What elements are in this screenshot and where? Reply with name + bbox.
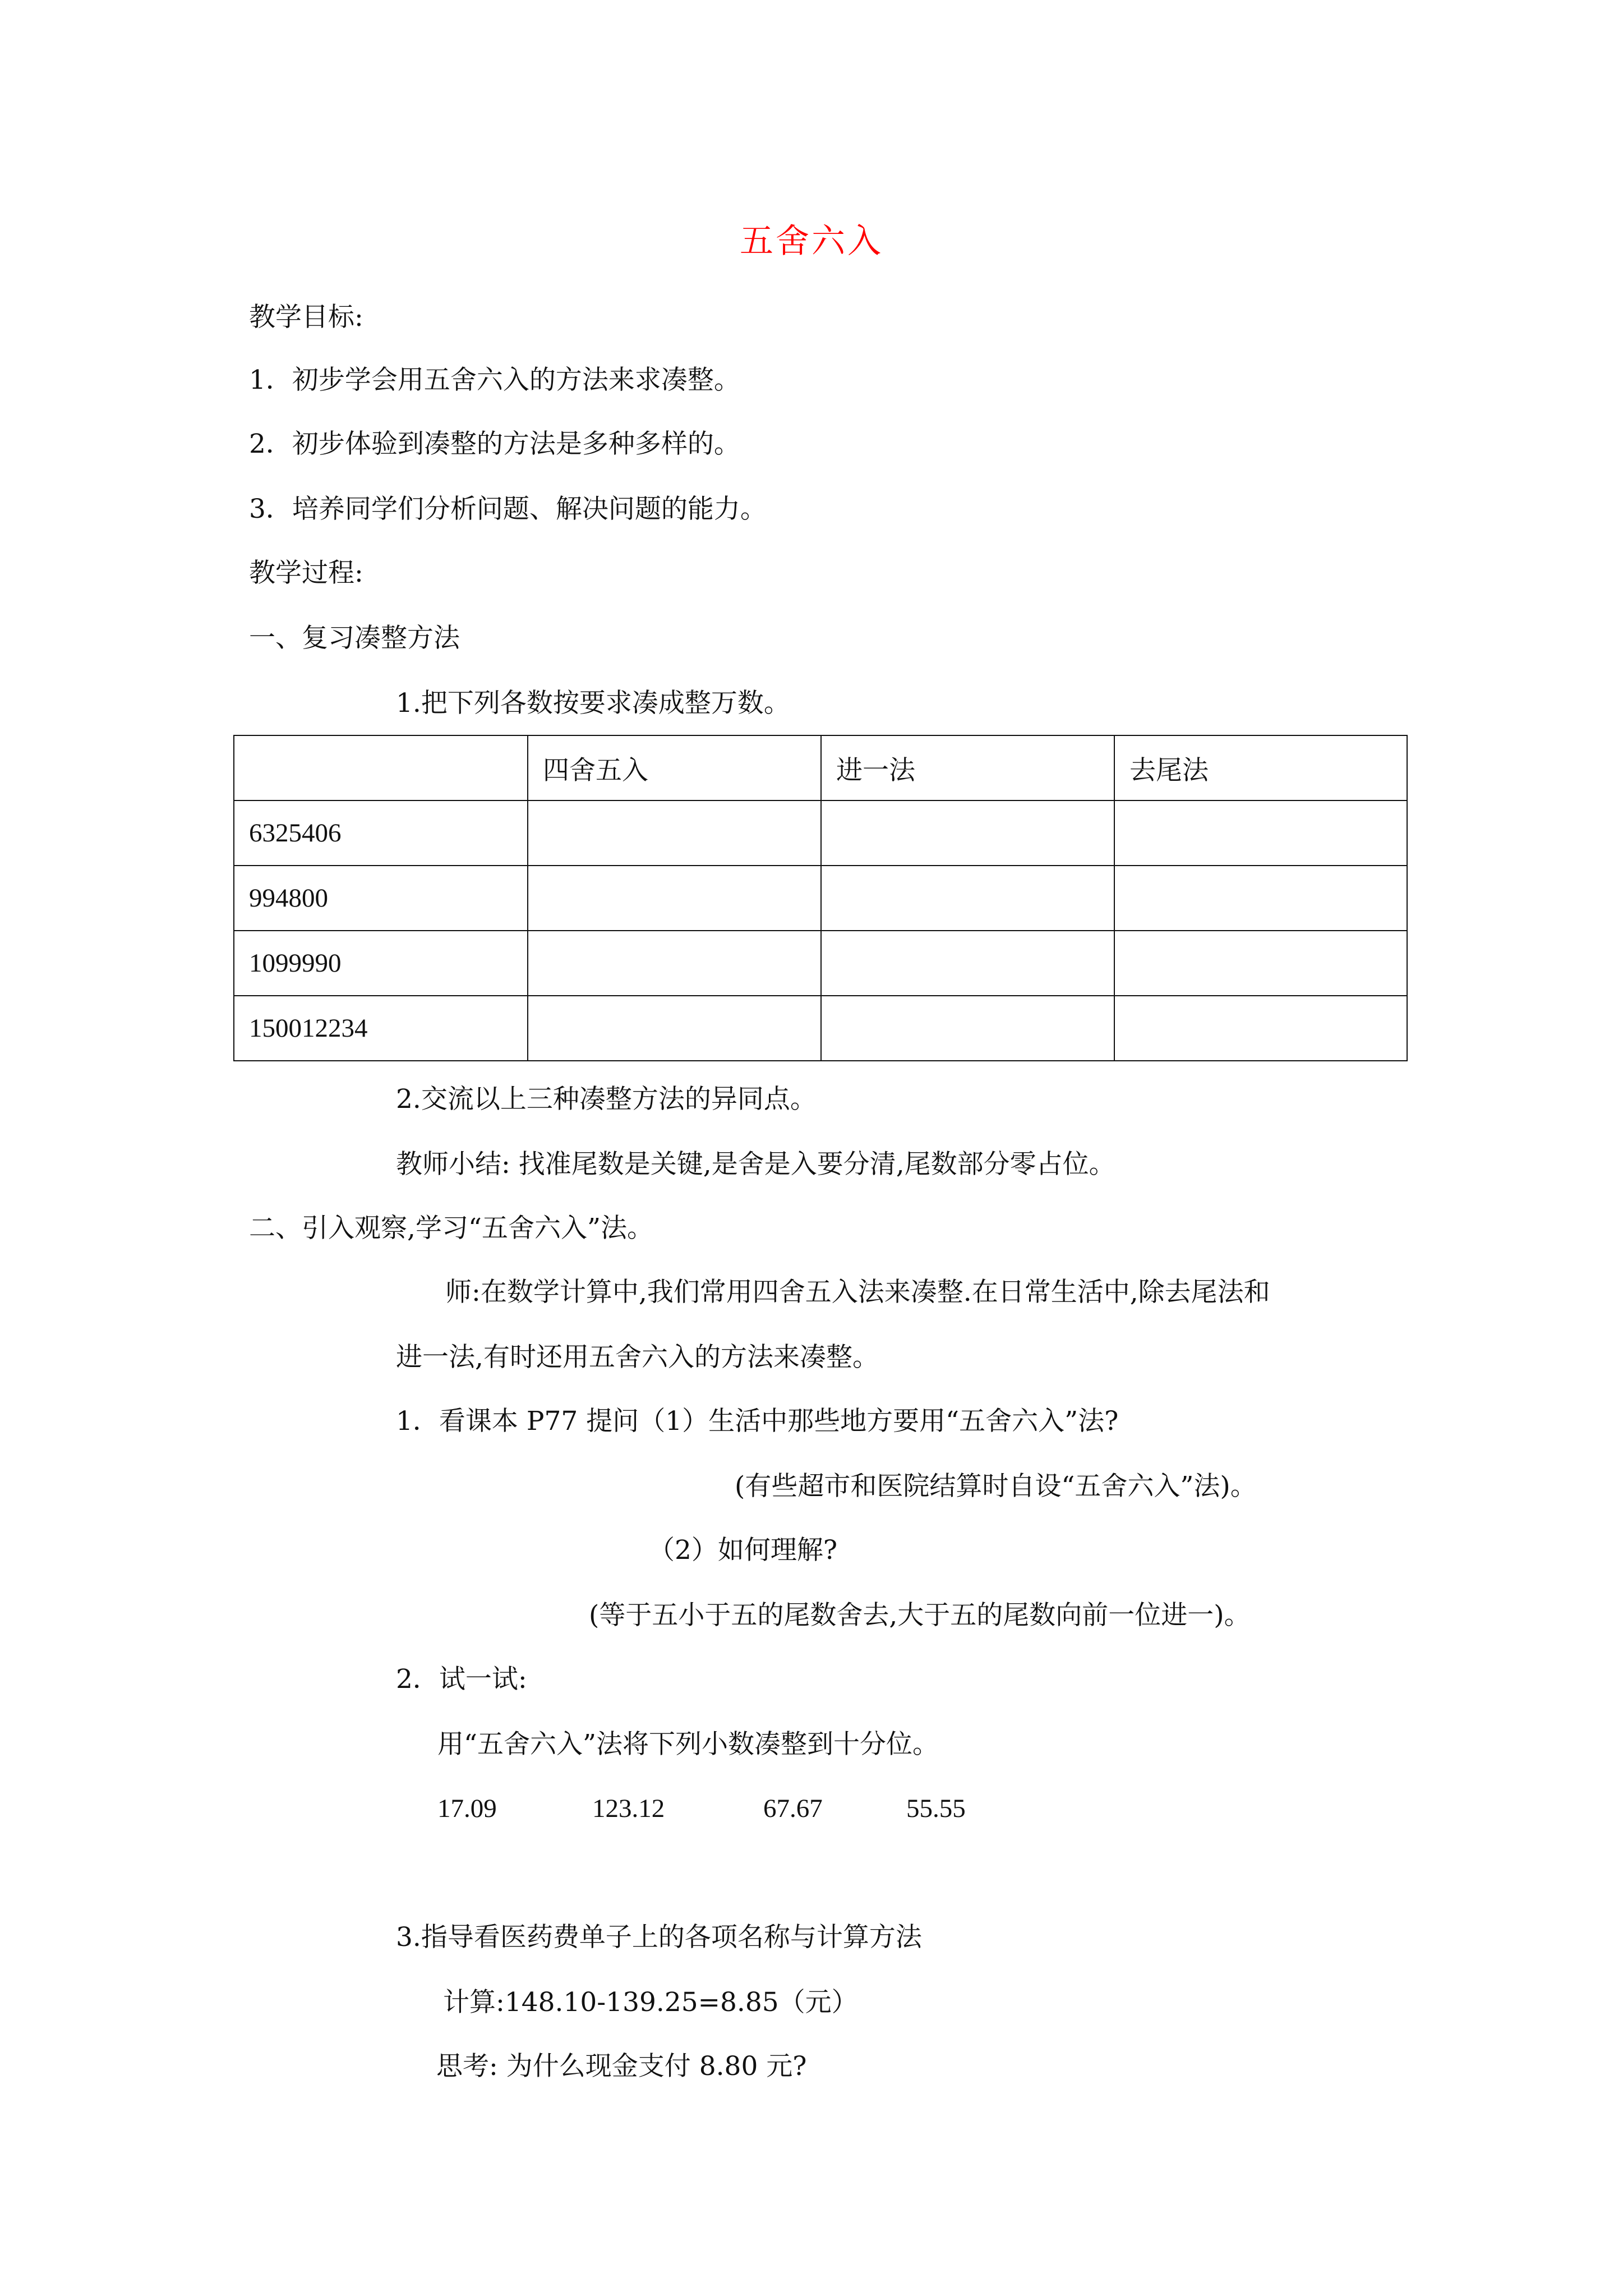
think-question: 思考: 为什么现金支付 8.80 元? (436, 2051, 807, 2082)
table-row (234, 931, 1407, 996)
table-header-cell: 进一法 (821, 735, 1114, 800)
try-number: 123.12 (592, 1794, 665, 1823)
table-cell (1114, 800, 1407, 866)
try-number: 67.67 (763, 1794, 823, 1823)
table-cell-number: 6325406 (234, 800, 528, 866)
question-1: 1．看课本 P77 提问（1）生活中那些地方要用“五舍六入”法? (396, 1406, 1119, 1437)
table-row (234, 996, 1407, 1061)
task-2: 2.交流以上三种凑整方法的异同点。 (396, 1084, 817, 1115)
try-numbers (437, 1792, 966, 1825)
section-1-heading: 一、复习凑整方法 (249, 623, 460, 654)
table-header-cell: 去尾法 (1114, 735, 1407, 800)
table-header-cell: 四舍五入 (528, 735, 821, 800)
table-cell-number: 994800 (234, 866, 528, 931)
try-instruction: 用“五舍六入”法将下列小数凑整到十分位。 (437, 1729, 939, 1760)
table-cell (821, 866, 1114, 931)
teacher-summary: 教师小结: 找准尾数是关键,是舍是入要分清,尾数部分零占位。 (396, 1149, 1115, 1180)
table-cell (528, 996, 821, 1061)
teacher-line-1: 师:在数学计算中,我们常用四舍五入法来凑整.在日常生活中,除去尾法和 (445, 1277, 1270, 1308)
table-cell-number: 150012234 (234, 996, 528, 1061)
calculation: 计算:148.10-139.25=8.85（元） (443, 1987, 858, 2018)
goal-3: 3．培养同学们分析问题、解决问题的能力。 (249, 494, 767, 524)
table-cell (821, 931, 1114, 996)
try-number: 17.09 (437, 1794, 497, 1823)
goal-2: 2．初步体验到凑整的方法是多种多样的。 (249, 429, 740, 459)
table-cell (1114, 866, 1407, 931)
answer-2: (等于五小于五的尾数舍去,大于五的尾数向前一位进一)。 (589, 1600, 1251, 1631)
table-cell-number: 1099990 (234, 931, 528, 996)
table-cell (528, 866, 821, 931)
table-cell (528, 931, 821, 996)
table-header-cell (234, 735, 528, 800)
section-2-heading: 二、引入观察,学习“五舍六入”法。 (249, 1213, 653, 1244)
answer-1: (有些超市和医院结算时自设“五舍六入”法)。 (735, 1471, 1257, 1502)
teacher-line-2: 进一法,有时还用五舍六入的方法来凑整。 (396, 1342, 879, 1373)
task-1: 1.把下列各数按要求凑成整万数。 (396, 688, 790, 719)
table-row (234, 866, 1407, 931)
try-number: 55.55 (906, 1794, 966, 1823)
goal-1: 1．初步学会用五舍六入的方法来求凑整。 (249, 365, 740, 395)
table-cell (821, 800, 1114, 866)
table-cell (1114, 996, 1407, 1061)
question-2: （2）如何理解? (648, 1535, 838, 1566)
table-cell (528, 800, 821, 866)
try-heading: 2．试一试: (396, 1664, 527, 1695)
rounding-table (233, 735, 1408, 1061)
goals-heading: 教学目标: (249, 302, 363, 333)
document-title: 五舍六入 (740, 222, 883, 261)
table-cell (821, 996, 1114, 1061)
process-heading: 教学过程: (249, 558, 363, 588)
table-cell (1114, 931, 1407, 996)
table-header-row (234, 735, 1407, 800)
guide-3: 3.指导看医药费单子上的各项名称与计算方法 (396, 1922, 922, 1953)
table-row (234, 800, 1407, 866)
